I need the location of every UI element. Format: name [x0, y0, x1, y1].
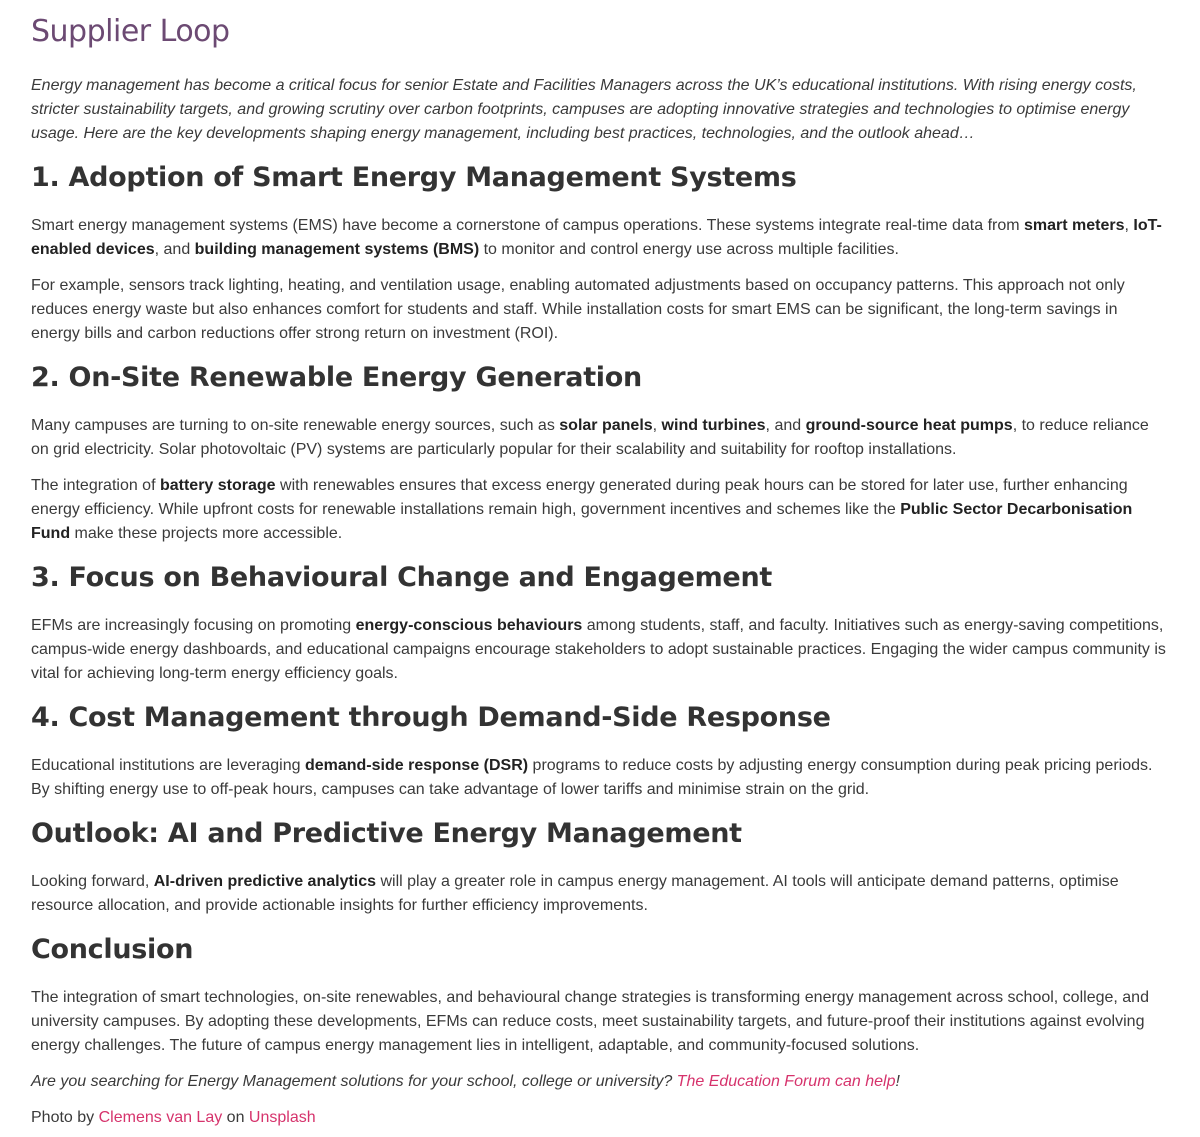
photographer-link[interactable]: Clemens van Lay: [98, 1109, 223, 1126]
text-span: ,: [652, 417, 662, 434]
bold-term: smart meters: [1024, 217, 1125, 234]
bold-term: building management systems (BMS): [194, 241, 480, 258]
text-span: to monitor and control energy use across multiple facilities.: [479, 241, 899, 258]
section-heading-dsr: 4. Cost Management through Demand-Side Response: [31, 702, 831, 733]
text-span: , to reduce reliance on grid electricity. Solar photovoltaic (PV) systems are particularly popular for their scalability and suitability for rooftop installations.: [31, 417, 1149, 458]
text-span: will play a greater role in campus energy management. AI tools will anticipate demand patterns, optimise resource allocation, and provide actionable insights for further efficiency improvements.: [31, 873, 1119, 914]
cta-text: Are you searching for Energy Management solutions for your school, college or university?: [31, 1073, 677, 1090]
credit-middle: on: [222, 1109, 249, 1126]
section-heading-conclusion: Conclusion: [31, 934, 194, 965]
text-span: ,: [1124, 217, 1134, 234]
section-paragraph: [31, 414, 1170, 462]
bold-term: energy-conscious behaviours: [355, 617, 583, 634]
text-span: For example, sensors track lighting, heating, and ventilation usage, enabling automated adjustments based on occupancy patterns. This approach not only reduces energy waste but also enhances comfort for students and staff. While installation costs for smart EMS can be significant, the long-term savings in energy bills and carbon reductions offer strong return on investment (ROI).: [31, 277, 1125, 342]
intro-paragraph: Energy management has become a critical focus for senior Estate and Facilities Managers across the UK’s educational institutions. With rising energy costs, stricter sustainability targets, and growing scrutiny over carbon footprints, campuses are adopting innovative strategies and technologies to optimise energy usage. Here are the key developments shaping energy management, including best practices, technologies, and the outlook ahead…: [31, 77, 1137, 142]
section-heading-renewables: 2. On-Site Renewable Energy Generation: [31, 362, 642, 393]
text-span: The integration of smart technologies, on-site renewables, and behavioural change strategies is transforming energy management across school, college, and university campuses. By adopting these developments, EFMs can reduce costs, meet sustainability targets, and future-proof their institutions against evolving energy challenges. The future of campus energy management lies in intelligent, adaptable, and community-focused solutions.: [31, 989, 1149, 1054]
text-span: programs to reduce costs by adjusting energy consumption during peak pricing periods. By shifting energy use to off-peak hours, campuses can take advantage of lower tariffs and minimise strain on the grid.: [31, 757, 1153, 798]
section-paragraph: [31, 754, 1170, 802]
text-span: , and: [765, 417, 806, 434]
section-heading-outlook: Outlook: AI and Predictive Energy Management: [31, 818, 742, 849]
cta-end: !: [895, 1073, 900, 1090]
text-span: , and: [154, 241, 195, 258]
bold-term: Public Sector Decarbonisation Fund: [31, 501, 1133, 542]
bold-term: IoT-enabled devices: [31, 217, 1162, 258]
bold-term: ground-source heat pumps: [805, 417, 1013, 434]
section-heading-smart-ems: 1. Adoption of Smart Energy Management Systems: [31, 162, 797, 193]
site-title: Supplier Loop: [31, 14, 230, 49]
bold-term: AI-driven predictive analytics: [153, 873, 377, 890]
text-span: make these projects more accessible.: [70, 525, 343, 542]
text-span: Educational institutions are leveraging: [31, 757, 305, 774]
section-paragraph: [31, 474, 1170, 546]
credit-prefix: Photo by: [31, 1109, 99, 1126]
cta-paragraph: [31, 1070, 1170, 1094]
text-span: Looking forward,: [31, 873, 154, 890]
text-span: EFMs are increasingly focusing on promoting: [31, 617, 356, 634]
section-heading-behaviour: 3. Focus on Behavioural Change and Engagement: [31, 562, 772, 593]
text-span: with renewables ensures that excess energy generated during peak hours can be stored for later use, further enhancing energy efficiency. While upfront costs for renewable installations remain high, government incentives and schemes like the: [31, 477, 1128, 518]
section-paragraph: [31, 870, 1170, 918]
section-paragraph: [31, 614, 1170, 686]
bold-term: demand-side response (DSR): [304, 757, 529, 774]
bold-term: battery storage: [159, 477, 276, 494]
text-span: among students, staff, and faculty. Initiatives such as energy-saving competitions, campus-wide energy dashboards, and educational campaigns encourage stakeholders to adopt sustainable practices. Engaging the wider campus community is vital for achieving long-term energy efficiency goals.: [31, 617, 1166, 682]
text-span: Smart energy management systems (EMS) have become a cornerstone of campus operations. These systems integrate real-time data from: [31, 217, 1025, 234]
text-span: Many campuses are turning to on-site renewable energy sources, such as: [31, 417, 560, 434]
section-paragraph: [31, 214, 1170, 262]
photo-credit: [31, 1106, 1170, 1130]
text-span: The integration of: [31, 477, 160, 494]
section-paragraph: [31, 986, 1170, 1058]
bold-term: wind turbines: [661, 417, 766, 434]
section-paragraph: [31, 274, 1170, 346]
unsplash-link[interactable]: Unsplash: [248, 1109, 316, 1126]
education-forum-link[interactable]: The Education Forum can help: [676, 1073, 896, 1090]
bold-term: solar panels: [559, 417, 653, 434]
